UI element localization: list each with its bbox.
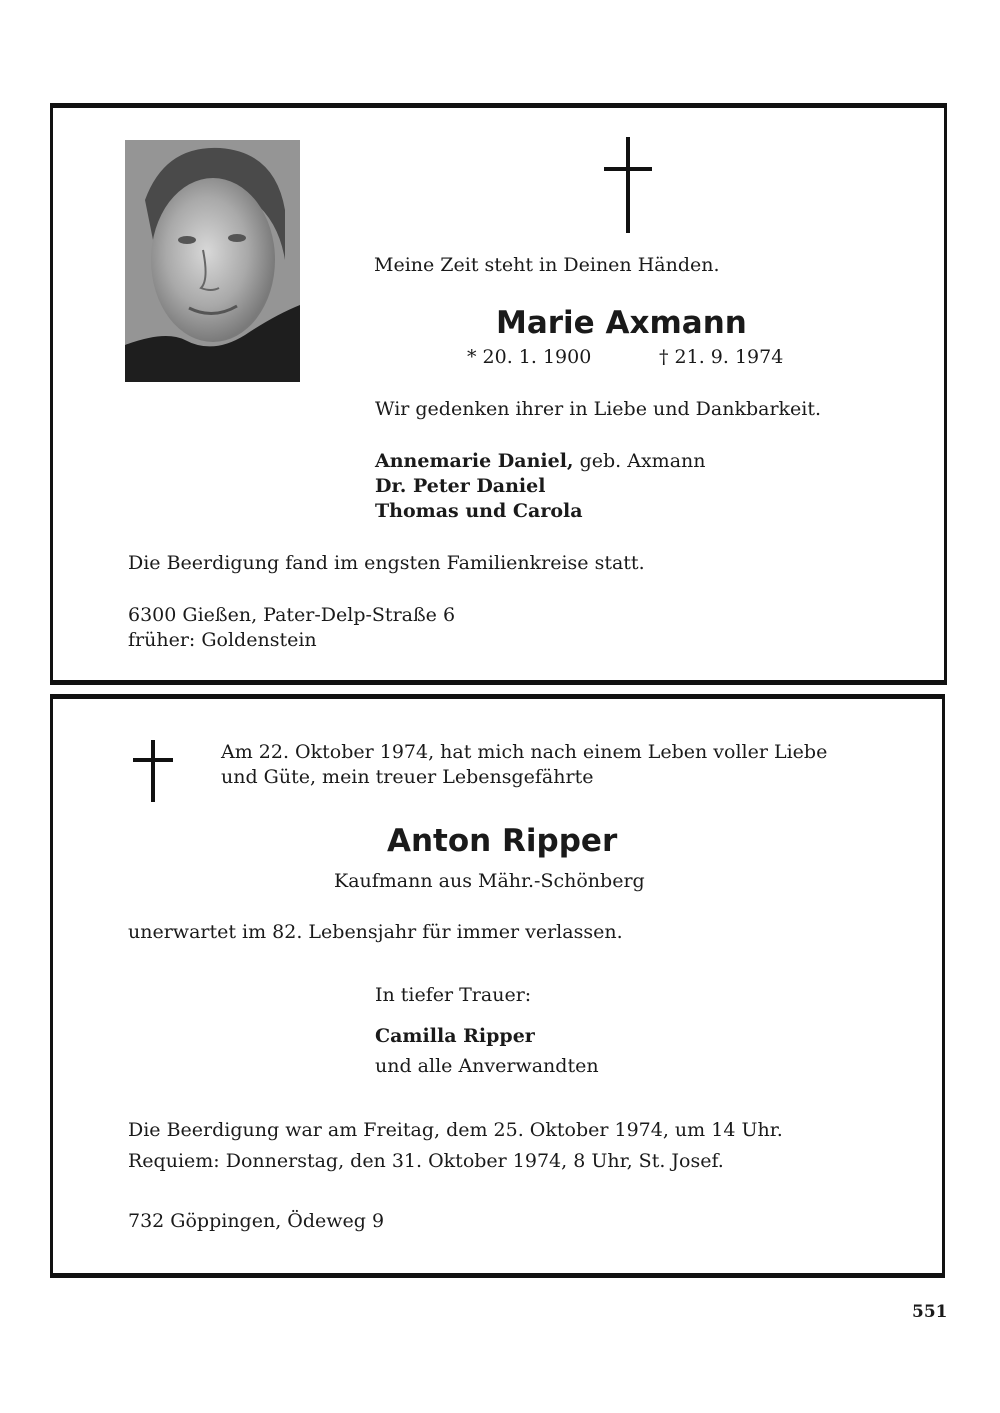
burial-line-1: Die Beerdigung war am Freitag, dem 25. Oktober 1974, um 14 Uhr. bbox=[128, 1119, 783, 1141]
mourner-3: Thomas und Carola bbox=[375, 500, 583, 522]
outro-text: unerwartet im 82. Lebensjahr für immer verlassen. bbox=[128, 921, 623, 943]
deceased-name: Marie Axmann bbox=[496, 305, 747, 341]
occupation: Kaufmann aus Mähr.-Schönberg bbox=[334, 870, 645, 892]
address: 732 Göppingen, Ödeweg 9 bbox=[128, 1210, 385, 1232]
relatives: und alle Anverwandten bbox=[375, 1055, 599, 1077]
address-line-1: 6300 Gießen, Pater-Delp-Straße 6 bbox=[128, 604, 456, 626]
intro-line-2: und Güte, mein treuer Lebensgefährte bbox=[221, 766, 594, 788]
portrait-photo bbox=[125, 140, 300, 382]
cross-icon bbox=[133, 740, 173, 802]
address-line-2: früher: Goldenstein bbox=[128, 629, 317, 651]
birth-date: * 20. 1. 1900 bbox=[467, 346, 592, 368]
remembrance-text: Wir gedenken ihrer in Liebe und Dankbarkeit. bbox=[375, 398, 822, 420]
mourner-1-name: Annemarie Daniel, bbox=[375, 450, 574, 472]
mourner-1 bbox=[375, 449, 706, 473]
intro-line-1: Am 22. Oktober 1974, hat mich nach einem Leben voller Liebe bbox=[221, 741, 828, 763]
mourner-1-suffix: geb. Axmann bbox=[573, 450, 706, 472]
mourner: Camilla Ripper bbox=[375, 1025, 535, 1047]
death-date: † 21. 9. 1974 bbox=[659, 346, 784, 368]
page-number: 551 bbox=[912, 1302, 948, 1322]
deceased-name: Anton Ripper bbox=[387, 823, 618, 859]
cross-icon bbox=[604, 137, 652, 233]
burial-line-2: Requiem: Donnerstag, den 31. Oktober 1974, 8 Uhr, St. Josef. bbox=[128, 1150, 724, 1172]
grief-label: In tiefer Trauer: bbox=[375, 984, 532, 1006]
mourner-2: Dr. Peter Daniel bbox=[375, 475, 546, 497]
motto: Meine Zeit steht in Deinen Händen. bbox=[374, 254, 720, 276]
burial-text: Die Beerdigung fand im engsten Familienkreise statt. bbox=[128, 552, 645, 574]
